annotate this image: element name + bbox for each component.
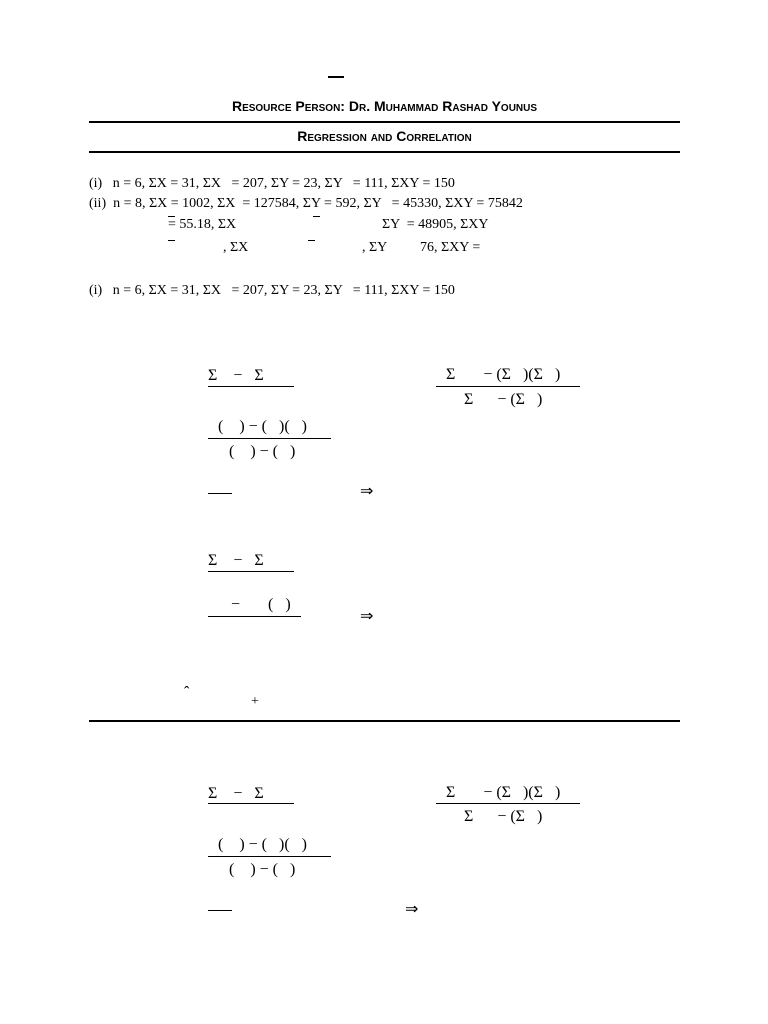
formula-3-right-numerator: Σ − (Σ )(Σ ) [446, 784, 561, 801]
formula-1-result-line [208, 493, 232, 494]
formula-3-right-denominator: Σ − (Σ ) [464, 808, 543, 825]
top-dash [328, 76, 344, 78]
header-rule-top [89, 121, 680, 123]
formula-3-sub-denominator: ( ) − ( ) [229, 861, 296, 878]
data-line-i: (i) n = 6, ΣX = 31, ΣX = 207, ΣY = 23, ΣY = 111, ΣXY = 150 [89, 176, 455, 191]
data-line-iii-b: ΣY = 48905, ΣXY [382, 217, 489, 232]
formula-1-right-numerator: Σ − (Σ )(Σ ) [446, 366, 561, 383]
formula-1-numerator: Σ − Σ [208, 367, 264, 384]
formula-2-sub-numerator: − ( ) [231, 596, 291, 613]
formula-1-fraction-line [208, 386, 294, 387]
formula-3-sub-numerator: ( ) − ( )( ) [218, 836, 307, 853]
hat-symbol: ˆ [184, 684, 190, 701]
formula-1-sub-fraction-line [208, 438, 331, 439]
formula-2-fraction-line [208, 571, 294, 572]
formula-1-sub-numerator: ( ) − ( )( ) [218, 418, 307, 435]
implies-arrow-1: ⇒ [360, 483, 374, 500]
formula-2-sub-fraction-line [208, 616, 301, 617]
data-line-iv-a: , ΣX [223, 240, 249, 255]
formula-3-sub-fraction-line [208, 856, 331, 857]
topic-heading: Regression and Correlation [297, 128, 472, 144]
formula-3-right-fraction-line [436, 803, 580, 804]
data-line-iv-b: , ΣY [362, 240, 388, 255]
data-line-iii-a: = 55.18, ΣX [168, 217, 237, 232]
header-rule-bottom [89, 151, 680, 153]
implies-arrow-2: ⇒ [360, 608, 374, 625]
data-line-ii: (ii) n = 8, ΣX = 1002, ΣX = 127584, ΣY = 592, ΣY = 45330, ΣXY = 75842 [89, 196, 523, 211]
data-line-i-repeat: (i) n = 6, ΣX = 31, ΣX = 207, ΣY = 23, ΣY = 111, ΣXY = 150 [89, 283, 455, 298]
mean-bar [308, 240, 315, 241]
formula-1-sub-denominator: ( ) − ( ) [229, 443, 296, 460]
formula-1-right-denominator: Σ − (Σ ) [464, 391, 543, 408]
plus-sign: + [251, 694, 259, 709]
resource-person-heading: Resource Person: Dr. Muhammad Rashad Younus [231, 98, 538, 114]
mean-bar [168, 240, 175, 241]
formula-3-result-line [208, 910, 232, 911]
mean-bar [313, 216, 320, 217]
formula-3-numerator: Σ − Σ [208, 785, 264, 802]
implies-arrow-3: ⇒ [405, 901, 419, 918]
formula-2-numerator: Σ − Σ [208, 552, 264, 569]
section-divider [89, 720, 680, 722]
data-line-iv-c: 76, ΣXY = [420, 240, 481, 255]
formula-1-right-fraction-line [436, 386, 580, 387]
formula-3-fraction-line [208, 803, 294, 804]
